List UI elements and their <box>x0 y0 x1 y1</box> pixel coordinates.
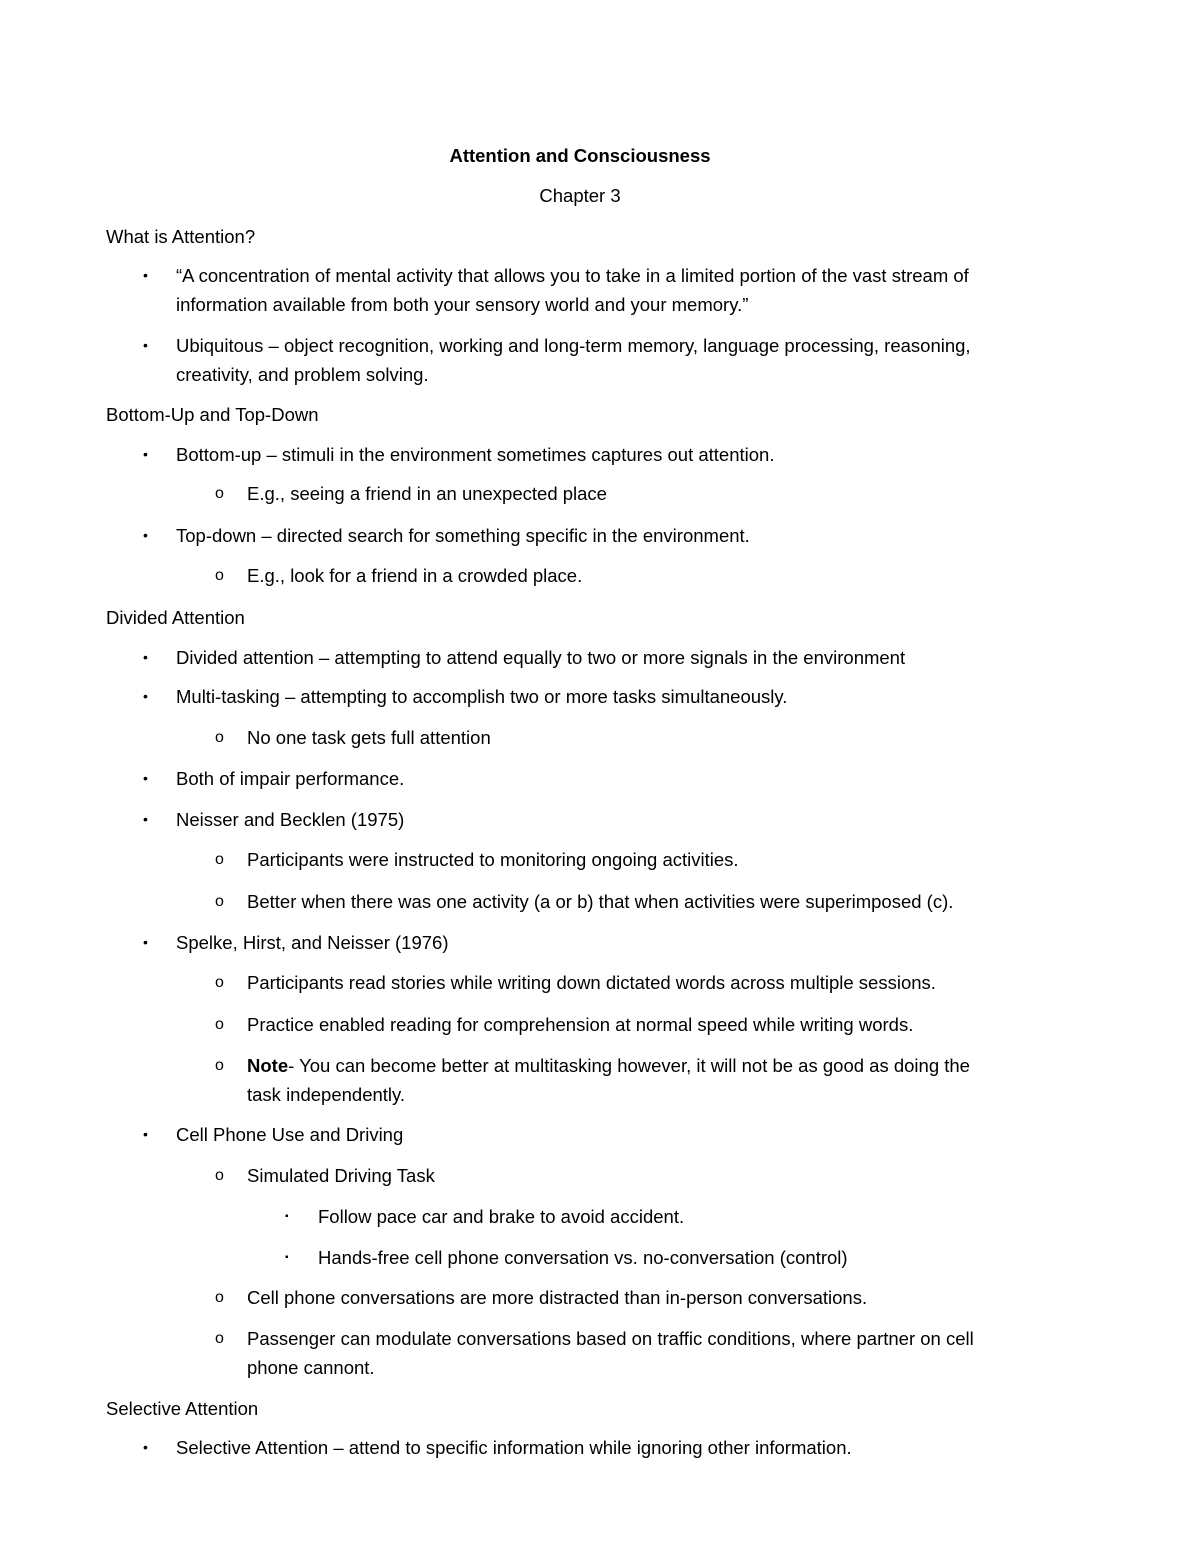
bullet-disc-icon: • <box>143 649 148 665</box>
sub-sub-list-item: Follow pace car and brake to avoid accident. <box>318 1206 685 1227</box>
bullet-circle-icon: o <box>215 1330 224 1347</box>
bullet-disc-icon: • <box>143 527 148 543</box>
bullet-disc-icon: • <box>143 267 148 283</box>
list-item: Ubiquitous – object recognition, working and long-term memory, language processing, reasoning, <box>176 335 971 356</box>
list-item: Divided attention – attempting to attend equally to two or more signals in the environment <box>176 647 906 668</box>
chapter-label: Chapter 3 <box>539 185 621 206</box>
document-title: Attention and Consciousness <box>449 145 711 166</box>
bullet-circle-icon: o <box>215 1057 224 1074</box>
list-item: Selective Attention – attend to specific information while ignoring other information. <box>176 1437 852 1458</box>
sub-list-item: Cell phone conversations are more distracted than in-person conversations. <box>247 1287 868 1308</box>
note-label: Note <box>247 1055 289 1076</box>
bullet-circle-icon: o <box>215 1016 224 1033</box>
list-item: Neisser and Becklen (1975) <box>176 809 405 830</box>
bullet-circle-icon: o <box>215 729 224 746</box>
sub-list-item: Practice enabled reading for comprehension at normal speed while writing words. <box>247 1014 914 1035</box>
bullet-disc-icon: • <box>143 1126 148 1142</box>
sub-list-item: E.g., look for a friend in a crowded place. <box>247 565 583 586</box>
sub-list-item-continuation: task independently. <box>247 1084 406 1105</box>
sub-sub-list-item: Hands-free cell phone conversation vs. no-conversation (control) <box>318 1247 848 1268</box>
sub-list-item: E.g., seeing a friend in an unexpected place <box>247 483 607 504</box>
list-item: Cell Phone Use and Driving <box>176 1124 404 1145</box>
section-heading-selective-attention: Selective Attention <box>106 1398 259 1419</box>
bullet-disc-icon: • <box>143 770 148 786</box>
bullet-circle-icon: o <box>215 893 224 910</box>
sub-list-item <box>247 1051 970 1080</box>
bullet-circle-icon: o <box>215 1167 224 1184</box>
list-item: Both of impair performance. <box>176 768 405 789</box>
sub-list-item: Participants read stories while writing down dictated words across multiple sessions. <box>247 972 936 993</box>
section-heading-bottom-up-top-down: Bottom-Up and Top-Down <box>106 404 319 425</box>
list-item: “A concentration of mental activity that allows you to take in a limited portion of the vast stream of <box>176 265 969 286</box>
bullet-square-icon: ▪ <box>285 1252 289 1263</box>
list-item: Bottom-up – stimuli in the environment sometimes captures out attention. <box>176 444 775 465</box>
list-item-continuation: information available from both your sensory world and your memory.” <box>176 294 749 315</box>
section-heading-what-is-attention: What is Attention? <box>106 226 256 247</box>
note-text: - You can become better at multitasking however, it will not be as good as doing the <box>288 1055 970 1076</box>
bullet-circle-icon: o <box>215 485 224 502</box>
list-item-continuation: creativity, and problem solving. <box>176 364 429 385</box>
sub-list-item: No one task gets full attention <box>247 727 491 748</box>
bullet-circle-icon: o <box>215 974 224 991</box>
bullet-circle-icon: o <box>215 1289 224 1306</box>
section-heading-divided-attention: Divided Attention <box>106 607 245 628</box>
bullet-disc-icon: • <box>143 811 148 827</box>
sub-list-item: Participants were instructed to monitoring ongoing activities. <box>247 849 739 870</box>
bullet-disc-icon: • <box>143 1439 148 1455</box>
sub-list-item-continuation: phone cannont. <box>247 1357 375 1378</box>
bullet-disc-icon: • <box>143 688 148 704</box>
bullet-disc-icon: • <box>143 934 148 950</box>
sub-list-item: Simulated Driving Task <box>247 1165 435 1186</box>
bullet-disc-icon: • <box>143 446 148 462</box>
sub-list-item: Passenger can modulate conversations based on traffic conditions, where partner on cell <box>247 1328 974 1349</box>
list-item: Spelke, Hirst, and Neisser (1976) <box>176 932 449 953</box>
list-item: Top-down – directed search for something specific in the environment. <box>176 525 750 546</box>
sub-list-item: Better when there was one activity (a or b) that when activities were superimposed (c). <box>247 891 954 912</box>
bullet-circle-icon: o <box>215 851 224 868</box>
bullet-square-icon: ▪ <box>285 1211 289 1222</box>
list-item: Multi-tasking – attempting to accomplish two or more tasks simultaneously. <box>176 686 788 707</box>
bullet-circle-icon: o <box>215 567 224 584</box>
bullet-disc-icon: • <box>143 337 148 353</box>
